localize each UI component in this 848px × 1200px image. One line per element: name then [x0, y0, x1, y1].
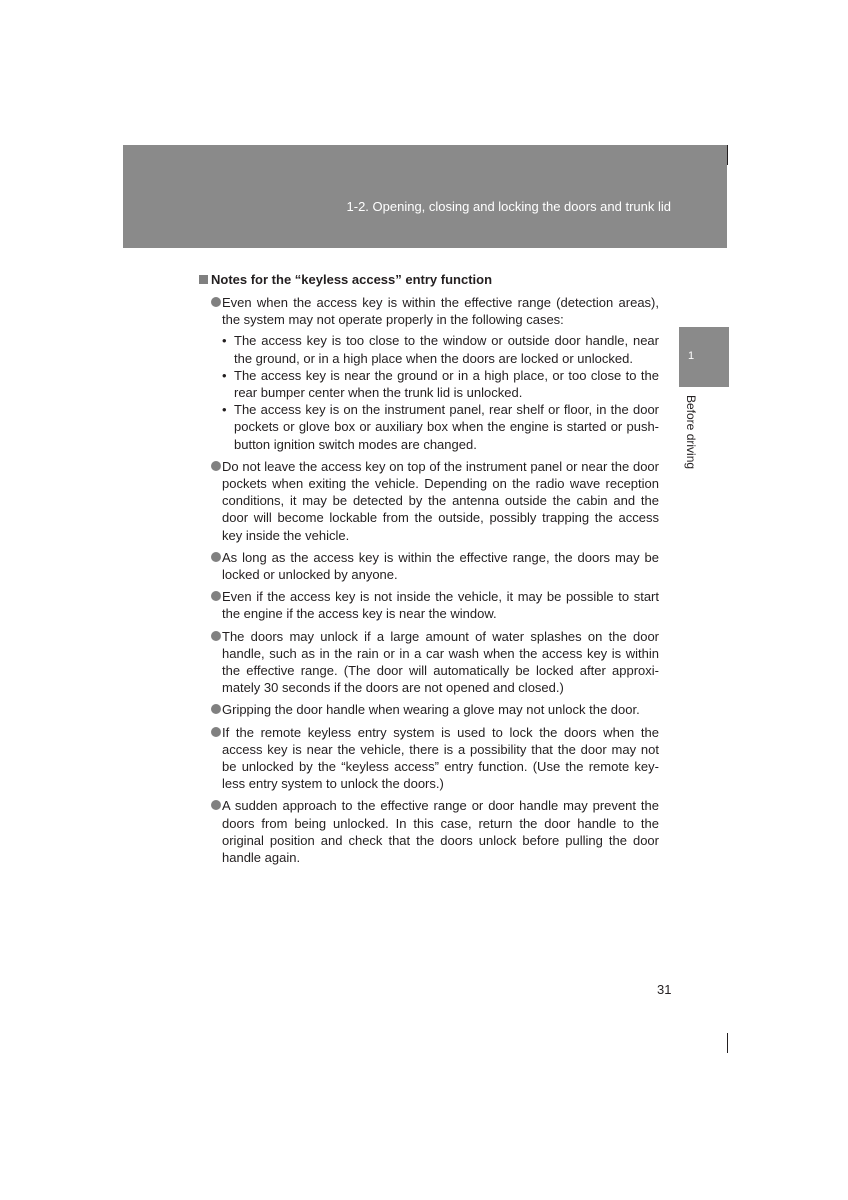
circle-bullet-icon [211, 800, 221, 810]
note-text: As long as the access key is within the effective range, the doors may be locked or unlocked by anyone. [222, 549, 659, 583]
crop-mark [727, 145, 728, 165]
sub-list-item [222, 332, 659, 366]
square-bullet-icon [199, 275, 208, 284]
note-text: Gripping the door handle when wearing a glove may not unlock the door. [222, 702, 640, 718]
dot-bullet-icon: • [222, 367, 227, 383]
note-text: A sudden approach to the effective range or door handle may prevent the doors from being unlocked. In this case, return the door handle to the original position and check that the doors unlock before pulling the door handle again. [222, 798, 659, 866]
circle-bullet-icon [211, 552, 221, 562]
list-item [199, 294, 659, 453]
circle-bullet-icon [211, 591, 221, 601]
chapter-tab [679, 327, 729, 387]
circle-bullet-icon [211, 631, 221, 641]
list-item [199, 797, 659, 866]
chapter-header-band [123, 145, 727, 248]
circle-bullet-icon [211, 704, 221, 714]
sub-list-item [222, 367, 659, 401]
section-heading [199, 271, 659, 288]
circle-bullet-icon [211, 461, 221, 471]
sub-list [222, 332, 659, 452]
list-item [199, 588, 659, 622]
note-text: If the remote keyless entry system is used to lock the doors when the access key is near the vehicle, there is a possibility that the door may not be unlocked by the “keyless access” entry function. (Use the remote key-less entry system to unlock the doors.) [222, 724, 659, 792]
note-text: Even if the access key is not inside the vehicle, it may be possible to start the engine if the access key is near the window. [222, 589, 659, 622]
notes-list [199, 294, 659, 866]
section-heading-text: Notes for the “keyless access” entry function [211, 272, 493, 287]
note-text: The doors may unlock if a large amount of water splashes on the door handle, such as in the rain or in a car wash when the access key is within the effective range. (The door will automatically be locked after approxi-mately 30 seconds if the doors are not opened and closed.) [222, 628, 659, 696]
dot-bullet-icon: • [222, 402, 227, 418]
sub-item-text: The access key is near the ground or in a high place, or too close to the rear bumper center when the trunk lid is unlocked. [234, 367, 659, 401]
dot-bullet-icon: • [222, 333, 227, 349]
list-item [199, 458, 659, 544]
note-text: Do not leave the access key on top of the instrument panel or near the door pockets when exiting the vehicle. Depending on the radio wave reception conditions, it may be detected by the antenna outside the cabin and the door will become lockable from the outside, possibly trapping the access key inside the vehicle. [222, 458, 659, 543]
circle-bullet-icon [211, 727, 221, 737]
sub-list-item [222, 401, 659, 453]
sub-item-text: The access key is too close to the window or outside door handle, near the ground, or in a high place when the doors are locked or unlocked. [234, 333, 659, 366]
sub-item-text: The access key is on the instrument panel, rear shelf or floor, in the door pockets or glove box or auxiliary box when the engine is started or push-button ignition switch modes are changed. [234, 402, 659, 452]
list-item [199, 628, 659, 697]
list-item [199, 701, 659, 718]
chapter-number: 1 [688, 350, 695, 362]
crop-mark [727, 1033, 728, 1053]
page-number: 31 [657, 982, 672, 997]
section-breadcrumb: 1-2. Opening, closing and locking the doors and trunk lid [346, 199, 671, 214]
page-content [199, 271, 659, 871]
list-item [199, 549, 659, 583]
chapter-name: Before driving [684, 395, 698, 470]
list-item [199, 724, 659, 793]
circle-bullet-icon [211, 297, 221, 307]
note-text: Even when the access key is within the effective range (detection areas), the system may not operate properly in the following cases: [222, 295, 659, 328]
